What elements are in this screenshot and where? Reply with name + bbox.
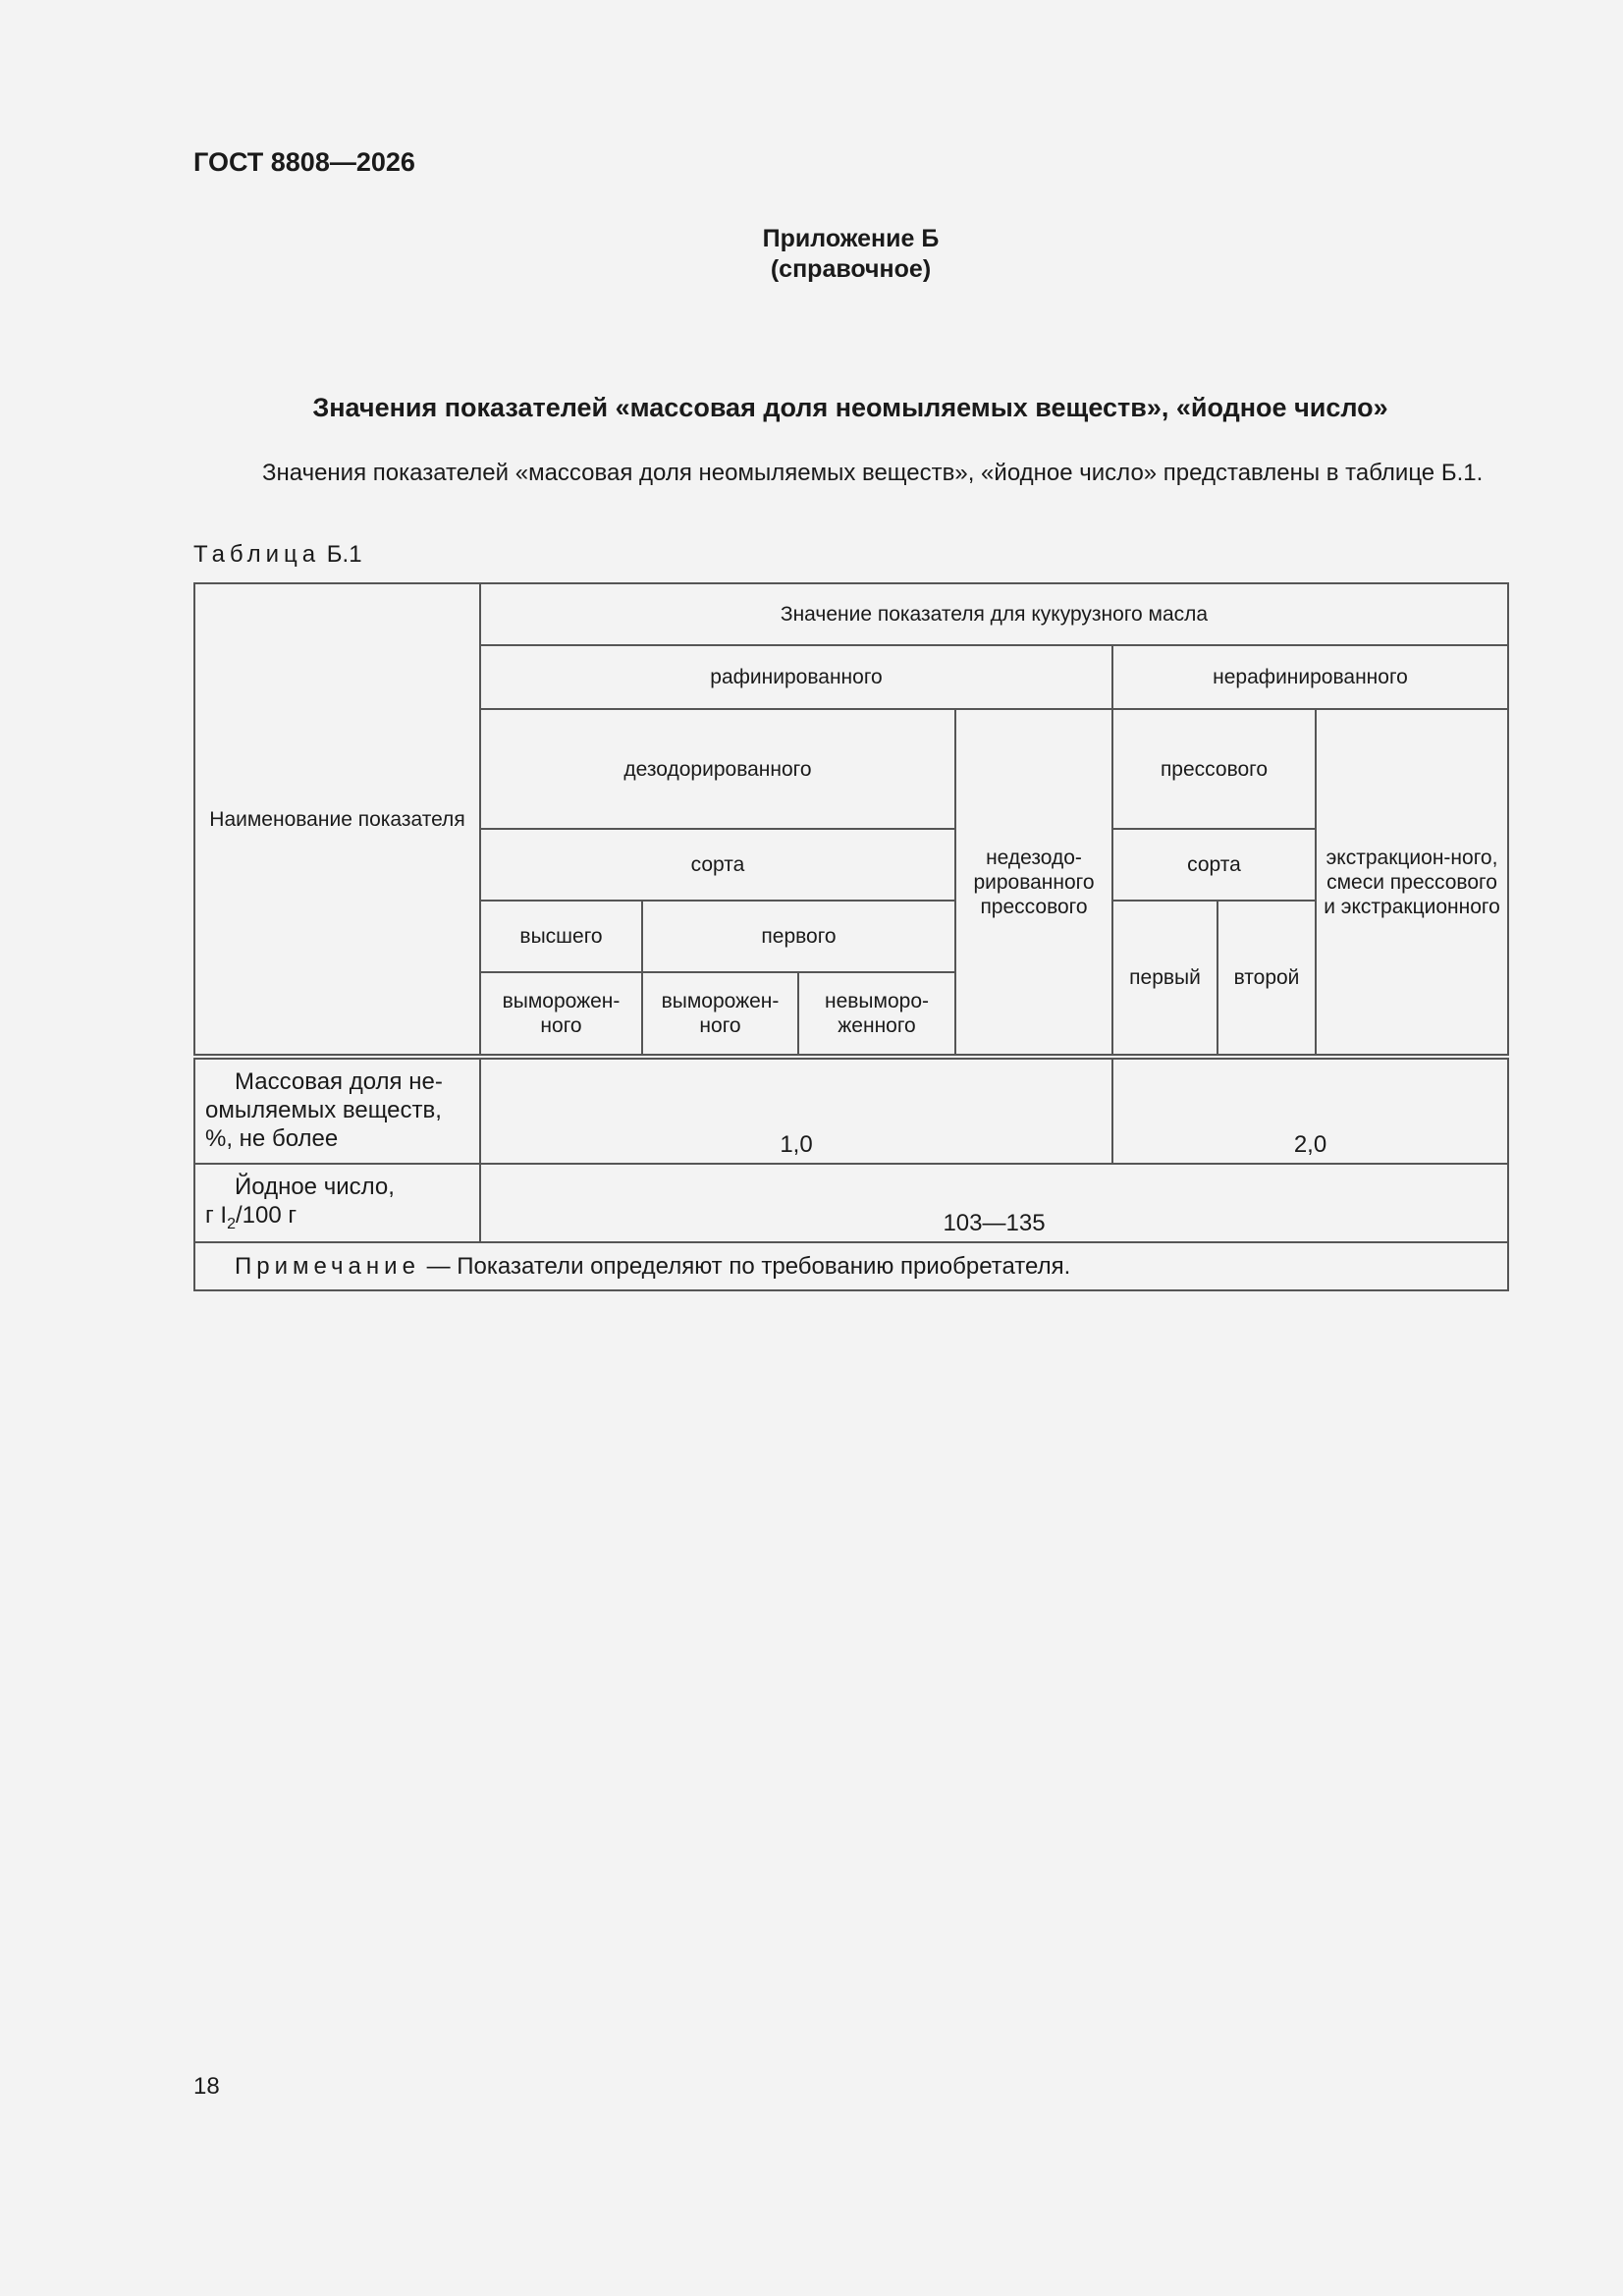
- header-deodorized: дезодорированного: [480, 709, 955, 829]
- appendix-heading: [0, 224, 1623, 285]
- header-frozen-highest: выморожен-ного: [480, 972, 642, 1057]
- value-unrefined: 2,0: [1112, 1057, 1508, 1164]
- header-unrefined: нерафинированного: [1112, 645, 1508, 709]
- table-row: [194, 1057, 1508, 1164]
- table-note: [194, 1242, 1508, 1290]
- indicators-table: [193, 582, 1509, 1291]
- header-refined: рафинированного: [480, 645, 1112, 709]
- section-title: Значения показателей «массовая доля неомыляемых веществ», «йодное число»: [312, 393, 1388, 422]
- table-row: [194, 1164, 1508, 1242]
- document-code: ГОСТ 8808—2026: [193, 147, 415, 177]
- header-main: Значение показателя для кукурузного масла: [480, 583, 1508, 645]
- page-number: 18: [193, 2073, 220, 2100]
- note-text: — Показатели определяют по требованию приобретателя.: [419, 1253, 1071, 1280]
- note-label: Примечание: [235, 1253, 420, 1280]
- intro-paragraph: Значения показателей «массовая доля неомыляемых веществ», «йодное число» представлены в таблице Б.1.: [262, 460, 1484, 486]
- header-non-deodorized: недезодо-рированного прессового: [955, 709, 1112, 1057]
- header-indicator-name: Наименование показателя: [194, 583, 480, 1057]
- value-iodine: 103—135: [480, 1164, 1508, 1242]
- header-grade-unrefined: сорта: [1112, 829, 1316, 901]
- table-caption-label: Таблица: [193, 541, 321, 568]
- table-caption: [193, 541, 362, 569]
- header-first-grade: первого: [642, 901, 955, 972]
- header-grade-2: второй: [1217, 901, 1316, 1057]
- header-pressed: прессового: [1112, 709, 1316, 829]
- table-note-row: [194, 1242, 1508, 1290]
- header-frozen-first: выморожен-ного: [642, 972, 798, 1057]
- value-refined: 1,0: [480, 1057, 1112, 1164]
- header-grade-refined: сорта: [480, 829, 955, 901]
- row-name-unsaponifiable: Массовая доля не-омыляемых веществ, %, не более: [194, 1057, 480, 1164]
- table-caption-number: Б.1: [326, 541, 362, 568]
- header-grade-1: первый: [1112, 901, 1217, 1057]
- header-extraction: экстракцион-ного, смеси прессового и экстракционного: [1316, 709, 1508, 1057]
- header-unfrozen-first: невыморо-женного: [798, 972, 955, 1057]
- row-name-iodine: Йодное число, г $I_2/100$ г: [194, 1164, 480, 1242]
- appendix-kind: (справочное): [770, 255, 932, 283]
- appendix-title: Приложение Б: [762, 225, 940, 252]
- header-highest: высшего: [480, 901, 642, 972]
